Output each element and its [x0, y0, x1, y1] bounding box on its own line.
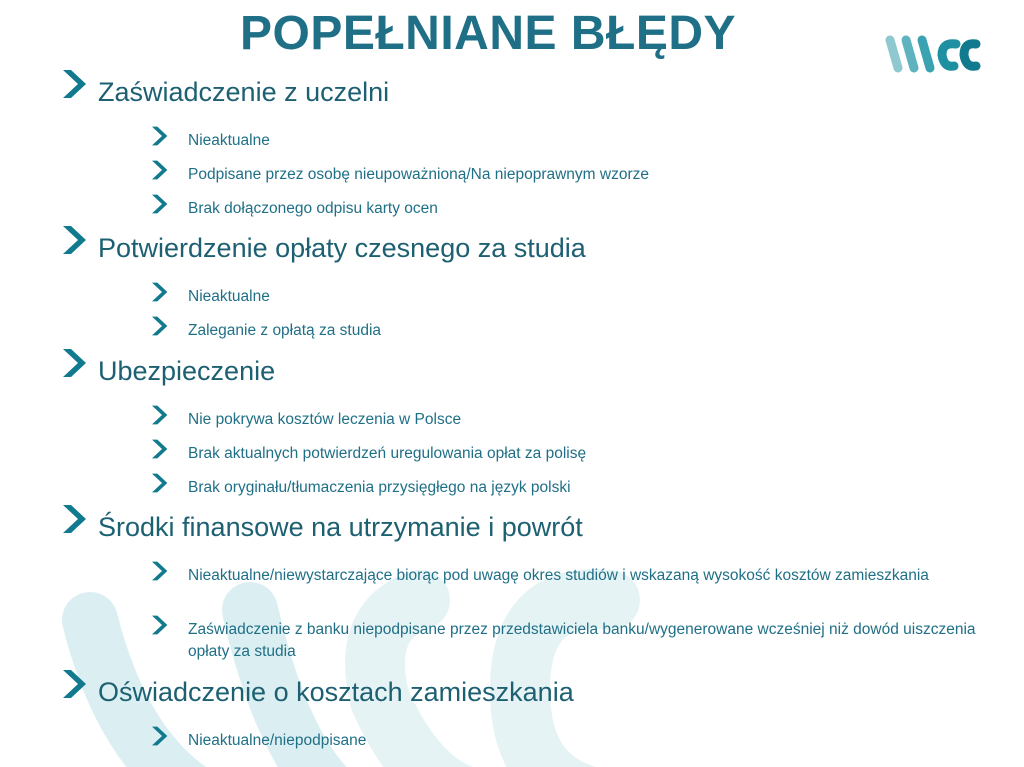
list-item: Zaświadczenie z banku niepodpisane przez przedstawiciela banku/wygenerowane wcześniej niż dowód uiszczenia opłaty za studia — [188, 621, 976, 660]
list-item: Nieaktualne — [188, 132, 270, 149]
section-heading: Oświadczenie o kosztach zamieszkania — [98, 677, 574, 707]
section-heading: Środki finansowe na utrzymanie i powrót — [98, 512, 583, 542]
chevron-bullet-icon — [150, 192, 170, 216]
chevron-bullet-icon — [150, 124, 170, 148]
chevron-bullet-icon — [150, 559, 170, 583]
chevron-bullet-icon — [150, 437, 170, 461]
section-heading: Ubezpieczenie — [98, 356, 276, 386]
chevron-bullet-icon — [150, 158, 170, 182]
list-item: Nie pokrywa kosztów leczenia w Polsce — [188, 411, 462, 428]
chevron-bullet-icon — [150, 613, 170, 637]
list-item: Nieaktualne/niepodpisane — [188, 732, 367, 749]
list-item: Nieaktualne — [188, 288, 270, 305]
chevron-bullet-icon — [150, 471, 170, 495]
list-item: Zaleganie z opłatą za studia — [188, 322, 382, 339]
section-heading: Potwierdzenie opłaty czesnego za studia — [98, 233, 586, 263]
list-item: Nieaktualne/niewystarczające biorąc pod uwagę okres studiów i wskazaną wysokość kosztów zamieszkania — [188, 567, 929, 584]
list-item: Brak oryginału/tłumaczenia przysięgłego na język polski — [188, 479, 571, 496]
chevron-bullet-icon — [150, 314, 170, 338]
slide-title: POPEŁNIANE BŁĘDY — [239, 7, 737, 60]
chevron-bullet-icon — [60, 501, 90, 537]
list-item: Brak aktualnych potwierdzeń uregulowania opłat za polisę — [188, 445, 587, 462]
chevron-bullet-icon — [60, 66, 90, 102]
chevron-bullet-icon — [60, 666, 90, 702]
list-item: Brak dołączonego odpisu karty ocen — [188, 200, 438, 217]
chevron-bullet-icon — [60, 222, 90, 258]
section-heading: Zaświadczenie z uczelni — [98, 77, 390, 107]
list-item: Podpisane przez osobę nieupoważnioną/Na niepoprawnym wzorze — [188, 166, 649, 183]
chevron-bullet-icon — [150, 403, 170, 427]
chevron-bullet-icon — [150, 280, 170, 304]
chevron-bullet-icon — [60, 345, 90, 381]
chevron-bullet-icon — [150, 724, 170, 748]
